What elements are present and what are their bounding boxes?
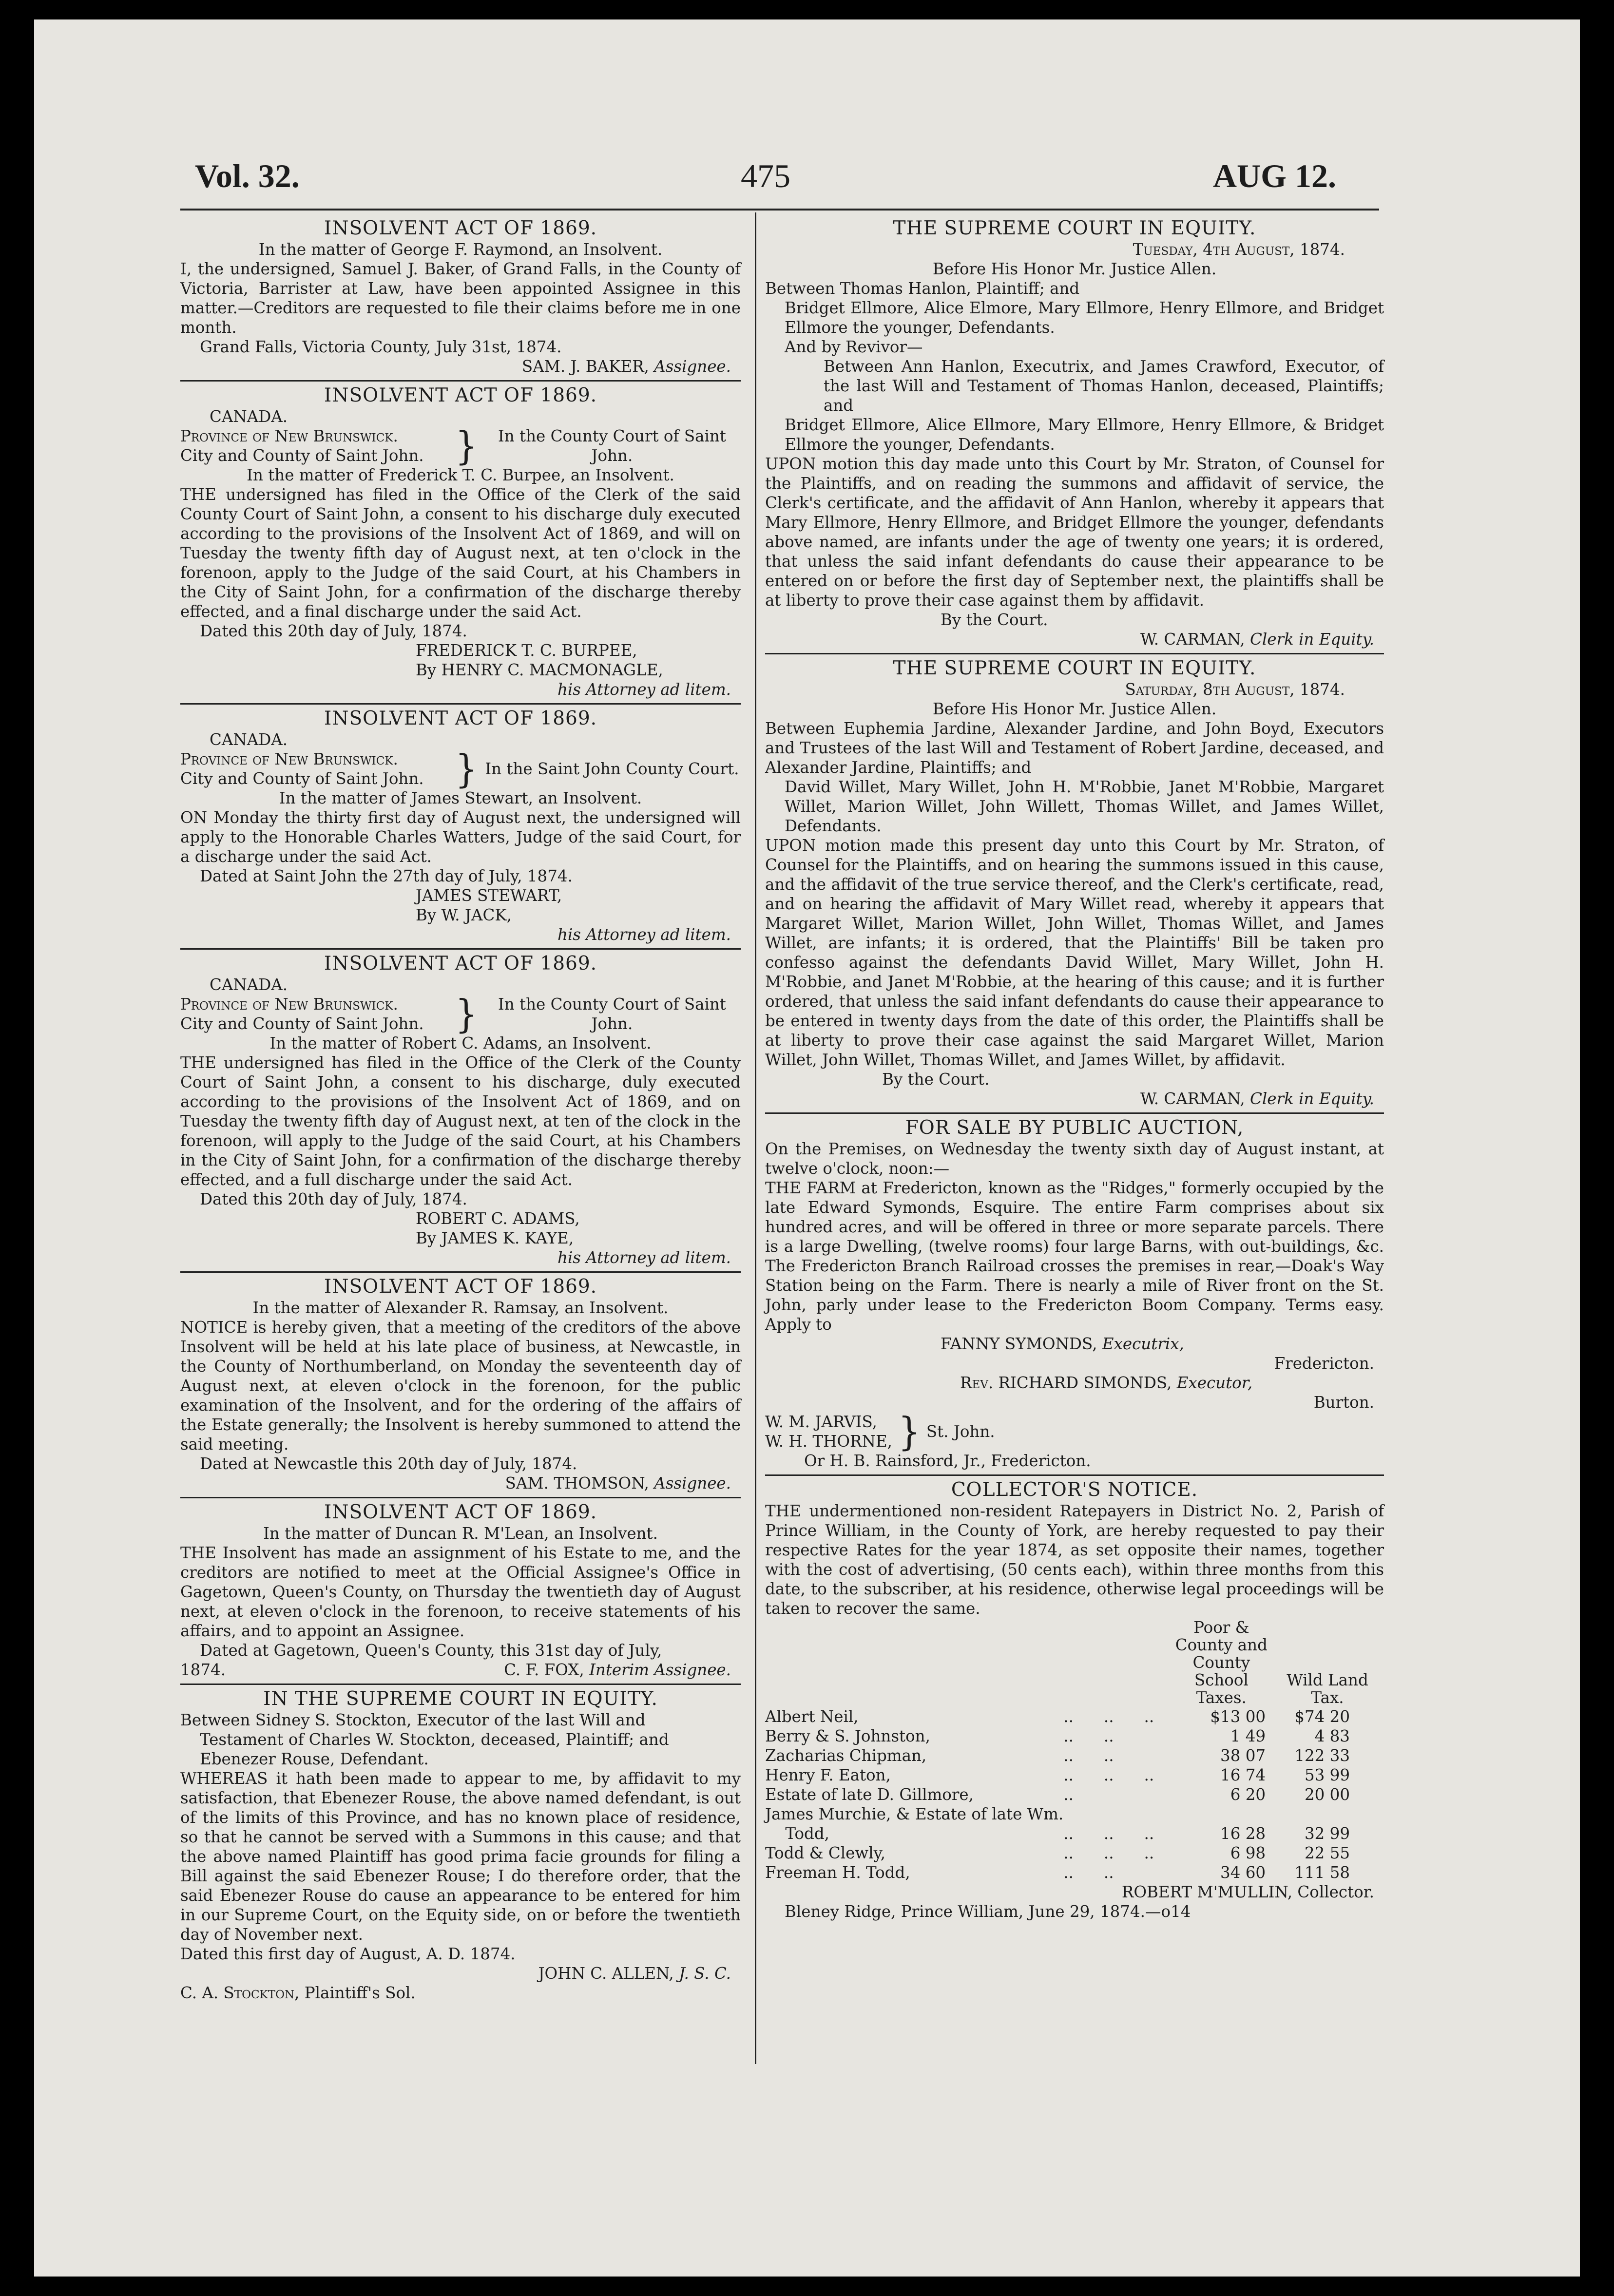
notice-auction (765, 1114, 1384, 1476)
executrix-role: Executrix, (1102, 1335, 1184, 1353)
notice-raymond (180, 214, 741, 382)
leader-dots: .. .. .. (1063, 1824, 1154, 1843)
notice-matter: In the matter of Frederick T. C. Burpee, an Insolvent. (247, 466, 674, 484)
executor-line (765, 1373, 1384, 1393)
province-label: Province of New Brunswick. (180, 995, 398, 1014)
notice-dated: Dated at Gagetown, Queen's County, this 31st day of July, (200, 1641, 662, 1660)
table-row (765, 1785, 1384, 1804)
collector-signature: ROBERT M'MULLIN, Collector. (1121, 1883, 1374, 1901)
ratepayer-name: Estate of late D. Gillmore, (765, 1785, 974, 1804)
wild-land-tax: 32 99 (1304, 1824, 1350, 1843)
signer-name: JAMES STEWART, (416, 886, 562, 905)
notice-burpee (180, 382, 741, 705)
notice-body: ON Monday the thirty first day of August next, the undersigned will apply to the Honorable Charles Watters, Judge of the said Court, for a discharge under the said Act. (180, 808, 741, 866)
poor-county-tax (1172, 1804, 1270, 1824)
agent-place: St. John. (926, 1422, 995, 1441)
signer-attorney: his Attorney ad litem. (557, 1248, 731, 1267)
ratepayer-name: Albert Neil, (765, 1707, 859, 1726)
table-row (765, 1746, 1384, 1765)
executor-name: Rev. RICHARD SIMONDS, (960, 1374, 1172, 1392)
rates-table (765, 1618, 1384, 1882)
ratepayer-name: Henry F. Eaton, (765, 1766, 891, 1784)
notice-hanlon (765, 214, 1384, 654)
table-row (765, 1707, 1384, 1726)
wild-land-tax: 20 00 (1304, 1785, 1350, 1804)
wild-land-tax: $74 20 (1294, 1707, 1350, 1726)
ratepayer-name: Todd, (765, 1824, 829, 1843)
court-label: In the Saint John County Court. (485, 760, 739, 778)
column-header-wild: Wild Land Tax. (1287, 1671, 1368, 1707)
notice-title: INSOLVENT ACT OF 1869. (324, 1276, 597, 1298)
city-label: City and County of Saint John. (180, 769, 424, 788)
ratepayer-name: Berry & S. Johnston, (765, 1727, 930, 1745)
notice-body: I, the undersigned, Samuel J. Baker, of Grand Falls, in the County of Victoria, Barrister at Law, have been appointed Assignee in this matter.—Creditors are requested to file their claims before me in one month. (180, 260, 741, 337)
notice-title: IN THE SUPREME COURT IN EQUITY. (263, 1688, 658, 1710)
notice-by-court: By the Court. (941, 611, 1048, 629)
notice-parties: Testament of Charles W. Stockton, deceased, Plaintiff; and (200, 1730, 669, 1749)
notice-title: THE SUPREME COURT IN EQUITY. (893, 217, 1256, 239)
notice-body: UPON motion made this present day unto this Court by Mr. Straton, of Counsel for the Plaintiffs, and on hearing the summons issued in this cause, and the affidavit of the true service thereof, and the Clerk's certificate, read, and on hearing the affidavit of Mary Willet read, whereby it appears that Margaret Willet, Marion Willet, John Willet, Thomas Willet, and James Willet, are infants; it is ordered, that the Plaintiffs' Bill be taken pro confesso against the defendants David Willet, Mary Willet, John H. M'Robbie, and Janet M'Robbie, at the hearing of this cause; and it is further ordered, that unless the said infant defendants do cause their appearance to be entered in twenty days from the date of this order, the Plaintiffs shall be at liberty to prove their case against the said Margaret Willet, Marion Willet, John Willet, Thomas Willet, and James Willet, by affidavit. (765, 836, 1384, 1069)
notice-dated: Dated this first day of August, A. D. 1874. (180, 1945, 516, 1963)
notice-between: Between Euphemia Jardine, Alexander Jardine, and John Boyd, Executors and Trustees of the last Will and Testament of Robert Jardine, deceased, and Alexander Jardine, Plaintiffs; and (765, 719, 1384, 777)
city-label: City and County of Saint John. (180, 446, 424, 465)
auction-when: On the Premises, on Wednesday the twenty sixth day of August instant, at twelve o'clock, noon:— (765, 1140, 1384, 1178)
wild-land-tax: 122 33 (1294, 1746, 1350, 1765)
notice-before: Before His Honor Mr. Justice Allen. (932, 700, 1217, 718)
volume-label: Vol. 32. (195, 157, 300, 194)
notice-dated: Dated this 20th day of July, 1874. (200, 622, 467, 640)
page-header (195, 157, 1336, 201)
signer-by: By JAMES K. KAYE, (416, 1229, 574, 1247)
leader-dots: .. .. .. (1063, 1707, 1154, 1726)
executrix-name: FANNY SYMONDS, (941, 1335, 1097, 1353)
issue-date: AUG 12. (1212, 157, 1336, 194)
brace-icon: } (455, 746, 478, 792)
brace-icon: } (898, 1409, 921, 1454)
notice-body: UPON motion this day made unto this Court by Mr. Straton, of Counsel for the Plaintiffs, and on reading the summons and affidavit of service, the Clerk's certificate, and the affidavit of Ann Hanlon, whereby it appears that Mary Ellmore, Henry Ellmore, and Bridget Ellmore the younger, defendants above named, are infants under the age of twenty one years; it is ordered, that unless the said infant defendants do cause their appearance to be entered on or before the first day of September next, the plaintiffs shall be at liberty to prove their case against them by affidavit. (765, 455, 1384, 610)
signer-role: Interim Assignee. (589, 1661, 731, 1679)
notice-matter: In the matter of Robert C. Adams, an Insolvent. (269, 1034, 652, 1052)
leader-dots: .. .. .. (1063, 1844, 1154, 1862)
poor-county-tax: 6 20 (1230, 1785, 1266, 1804)
notice-revivor-defendants: Bridget Ellmore, Alice Ellmore, Mary Ellmore, Henry Ellmore, & Bridget Ellmore the younger, Defendants. (785, 416, 1384, 454)
country-label: CANADA. (210, 976, 288, 994)
table-row (765, 1726, 1384, 1746)
notice-dated: Grand Falls, Victoria County, July 31st, 1874. (200, 338, 562, 356)
notice-ramsay (180, 1273, 741, 1498)
notice-adams (180, 950, 741, 1273)
signer-name: FREDERICK T. C. BURPEE, (416, 641, 637, 660)
wild-land-tax: 4 83 (1314, 1727, 1350, 1745)
notice-signature (180, 641, 741, 699)
court-label: In the County Court of Saint John. (498, 427, 726, 465)
poor-county-tax: 34 60 (1220, 1863, 1266, 1882)
solicitor-name: C. A. Stockton, (180, 1984, 300, 2002)
notice-body: NOTICE is hereby given, that a meeting of the creditors of the above Insolvent will be held at his late place of business, at Newcastle, in the County of Northumberland, on Monday the seventeenth day of August next, at eleven o'clock in the forenoon, for the public examination of the Insolvent, and for the ordering of the affairs of the Estate generally; the Insolvent is hereby summoned to attend the said meeting. (180, 1318, 741, 1454)
brace-icon: } (455, 423, 478, 469)
poor-county-tax: 16 28 (1220, 1824, 1266, 1843)
notice-parties: Ebenezer Rouse, Defendant. (200, 1750, 429, 1768)
notice-signature (180, 1964, 741, 1983)
signer-attorney: his Attorney ad litem. (557, 680, 731, 699)
notice-title: INSOLVENT ACT OF 1869. (324, 953, 597, 975)
signer-by: By W. JACK, (416, 906, 512, 924)
leader-dots: .. .. .. (1063, 1766, 1154, 1784)
notice-between: Between Thomas Hanlon, Plaintiff; and (765, 279, 1080, 298)
notice-signature (180, 1209, 741, 1267)
table-row (765, 1824, 1384, 1843)
page-number: 475 (741, 157, 790, 194)
leader-dots: .. .. (1063, 1863, 1114, 1882)
solicitor-role: Plaintiff's Sol. (304, 1984, 416, 2002)
notice-signature (765, 630, 1384, 649)
wild-land-tax: 111 58 (1294, 1863, 1350, 1882)
notice-dated: Dated at Newcastle this 20th day of July, 1874. (200, 1454, 577, 1473)
right-column (765, 214, 1384, 1925)
signer-role: J. S. C. (679, 1964, 731, 1983)
notice-matter: In the matter of George F. Raymond, an Insolvent. (258, 240, 663, 259)
clerk-role: Clerk in Equity. (1249, 1090, 1374, 1108)
jurisdiction-block (180, 991, 741, 1037)
column-divider (755, 212, 756, 2064)
notice-collector (765, 1476, 1384, 1925)
notice-revivor-between: Between Ann Hanlon, Executrix, and James Crawford, Executor, of the last Will and Testament of Thomas Hanlon, deceased, Plaintiffs; and (824, 357, 1384, 415)
signer-name: SAM. J. BAKER, (521, 357, 649, 376)
notice-title: FOR SALE BY PUBLIC AUCTION, (905, 1117, 1244, 1139)
clerk-role: Clerk in Equity. (1249, 630, 1374, 649)
court-label: In the County Court of Saint John. (498, 995, 726, 1033)
notice-by-court: By the Court. (882, 1070, 990, 1089)
table-row (765, 1804, 1384, 1824)
poor-county-tax: 38 07 (1220, 1746, 1266, 1765)
country-label: CANADA. (210, 730, 288, 749)
notice-dated: Dated this 20th day of July, 1874. (200, 1190, 467, 1208)
wild-land-tax (1270, 1804, 1384, 1824)
table-row (765, 1863, 1384, 1882)
solicitor-line (180, 1983, 741, 2003)
notice-body: WHEREAS it hath been made to appear to me, by affidavit to my satisfaction, that Ebenezer Rouse, the above named defendant, is out of the limits of this Province, and has no known place of residence, so that he cannot be served with a Summons in this cause; and that the above named Plaintiff has good prima facie grounds for filing a Bill against the said Ebenezer Rouse; I do therefore order, that the said Ebenezer Rouse do cause an appearance to be entered for him in our Supreme Court, on the Equity side, on or before the twentieth day of November next. (180, 1769, 741, 1944)
notice-title: INSOLVENT ACT OF 1869. (324, 708, 597, 729)
notice-before: Before His Honor Mr. Justice Allen. (932, 260, 1217, 278)
leader-dots: .. (1063, 1785, 1074, 1804)
signer-name: JOHN C. ALLEN, (538, 1964, 674, 1983)
notice-body: THE FARM at Fredericton, known as the "Ridges," formerly occupied by the late Edward Symonds, Esquire. The entire Farm comprises about six hundred acres, and will be offered in three or more separate parcels. There is a large Dwelling, (twelve rooms) four large Barns, with out-buildings, &c. The Fredericton Branch Railroad crosses the premises in rear,—Doak's Way Station being on the Farm. There is nearly a mile of River front on the St. John, parly under lease to the Fredericton Boom Company. Terms easy. Apply to (765, 1179, 1384, 1334)
executrix-place: Fredericton. (1274, 1354, 1374, 1373)
notice-title: COLLECTOR'S NOTICE. (951, 1479, 1198, 1501)
signer-role: Assignee. (654, 357, 731, 376)
notice-body: THE undersigned has filed in the Office of the Clerk of the County Court of Saint John, a consent to his discharge, duly executed according to the provisions of the Insolvent Act of 1869, and on Tuesday the twenty fifth day of August next, at ten of the clock in the forenoon, will apply to the Judge of the said Court, at his Chambers in the City of Saint John, for a confirmation of the discharge thereby effected, and a full discharge under the said Act. (180, 1053, 741, 1189)
signer-name: C. F. FOX, (504, 1661, 584, 1679)
ratepayer-name: Todd & Clewly, (765, 1844, 886, 1862)
notice-signature (765, 1089, 1384, 1109)
notice-body: THE Insolvent has made an assignment of his Estate to me, and the creditors are notified to meet at the Official Assignee's Office in Gagetown, Queen's County, on Thursday the twentieth day of August next, at eleven o'clock in the forenoon, to receive statements of his affairs, and to appoint an Assignee. (180, 1544, 741, 1640)
signer-role: Assignee. (654, 1474, 731, 1492)
notice-dated: Dated at Saint John the 27th day of July, 1874. (200, 867, 573, 885)
executor-place: Burton. (1313, 1393, 1374, 1412)
jurisdiction-block (180, 746, 741, 792)
notice-body: THE undersigned has filed in the Office of the Clerk of the said County Court of Saint John, a consent to his discharge duly executed according to the provisions of the Insolvent Act of 1869, and will on Tuesday the twenty fifth day of August next, at ten o'clock in the forenoon, apply to the Judge of the said Court, at his Chambers in the City of Saint John, for a confirmation of the discharge thereby effected, and a final discharge under the said Act. (180, 485, 741, 621)
notice-matter: In the matter of James Stewart, an Insolvent. (279, 789, 642, 807)
notice-date: Saturday, 8th August, 1874. (1125, 680, 1345, 699)
agents-block (765, 1409, 1136, 1454)
country-label: CANADA. (210, 407, 288, 426)
executor-role: Executor, (1176, 1374, 1253, 1392)
ratepayer-name: James Murchie, & Estate of late Wm. (765, 1805, 1064, 1823)
province-label: Province of New Brunswick. (180, 750, 398, 768)
notice-defendants: David Willet, Mary Willet, John H. M'Robbie, Janet M'Robbie, Margaret Willet, Marion Willet, John Willett, Thomas Willet, and James Willet, Defendants. (785, 778, 1384, 835)
notice-title: THE SUPREME COURT IN EQUITY. (893, 657, 1256, 679)
notice-date: Tuesday, 4th August, 1874. (1133, 240, 1345, 259)
header-rule (180, 209, 1379, 210)
notice-title: INSOLVENT ACT OF 1869. (324, 217, 597, 239)
notice-title: INSOLVENT ACT OF 1869. (324, 1501, 597, 1523)
poor-county-tax: 6 98 (1230, 1844, 1266, 1862)
leader-dots: .. .. (1063, 1746, 1114, 1765)
table-row (765, 1843, 1384, 1863)
collector-dated: Bleney Ridge, Prince William, June 29, 1874.—o14 (785, 1902, 1191, 1921)
signer-attorney: his Attorney ad litem. (557, 925, 731, 944)
agent-name: W. H. THORNE, (765, 1432, 893, 1451)
column-header-poor: Poor & County and County School Taxes. (1175, 1618, 1268, 1707)
auction-or: Or H. B. Rainsford, Jr., Fredericton. (804, 1452, 1091, 1470)
notice-matter: In the matter of Duncan R. M'Lean, an Insolvent. (263, 1524, 658, 1543)
notice-signature (180, 1473, 741, 1493)
province-label: Province of New Brunswick. (180, 427, 398, 445)
notice-signature (180, 1660, 741, 1680)
jurisdiction-block (180, 423, 741, 469)
notice-defendants: Bridget Ellmore, Alice Elmore, Mary Ellmore, Henry Ellmore, and Bridget Ellmore the younger, Defendants. (785, 299, 1384, 337)
city-label: City and County of Saint John. (180, 1014, 424, 1033)
ratepayer-name: Freeman H. Todd, (765, 1863, 910, 1882)
notice-jardine (765, 654, 1384, 1114)
notice-mclean (180, 1498, 741, 1685)
poor-county-tax: 16 74 (1220, 1766, 1266, 1784)
newspaper-page (34, 19, 1580, 2277)
notice-matter: In the matter of Alexander R. Ramsay, an Insolvent. (252, 1299, 669, 1317)
poor-county-tax: $13 00 (1210, 1707, 1266, 1726)
notice-parties: Between Sidney S. Stockton, Executor of the last Will and (180, 1711, 646, 1729)
left-column (180, 214, 741, 2007)
table-row (765, 1765, 1384, 1785)
clerk-name: W. CARMAN, (1140, 630, 1245, 649)
signer-name: ROBERT C. ADAMS, (416, 1209, 580, 1228)
notice-stewart (180, 705, 741, 950)
notice-body: THE undermentioned non-resident Ratepayers in District No. 2, Parish of Prince William, in the County of York, are hereby requested to pay their respective Rates for the year 1874, as set opposite their names, together with the cost of advertising, (50 cents each), within three months from this date, to the subscriber, at his residence, otherwise legal proceedings will be taken to recover the same. (765, 1502, 1384, 1618)
notice-year: 1874. (180, 1661, 226, 1679)
leader-dots (1063, 1804, 1172, 1824)
wild-land-tax: 53 99 (1304, 1766, 1350, 1784)
executrix-line (765, 1334, 1384, 1354)
brace-icon: } (455, 991, 478, 1037)
agent-name: W. M. JARVIS, (765, 1413, 877, 1431)
poor-county-tax: 1 49 (1230, 1727, 1266, 1745)
ratepayer-name: Zacharias Chipman, (765, 1746, 927, 1765)
clerk-name: W. CARMAN, (1140, 1090, 1245, 1108)
notice-stockton (180, 1685, 741, 2007)
signer-by: By HENRY C. MACMONAGLE, (416, 661, 663, 679)
notice-signature (180, 886, 741, 944)
notice-title: INSOLVENT ACT OF 1869. (324, 384, 597, 406)
signer-name: SAM. THOMSON, (505, 1474, 649, 1492)
wild-land-tax: 22 55 (1304, 1844, 1350, 1862)
leader-dots: .. .. (1063, 1727, 1114, 1745)
notice-signature (180, 357, 741, 376)
notice-revivor: And by Revivor— (785, 338, 923, 356)
